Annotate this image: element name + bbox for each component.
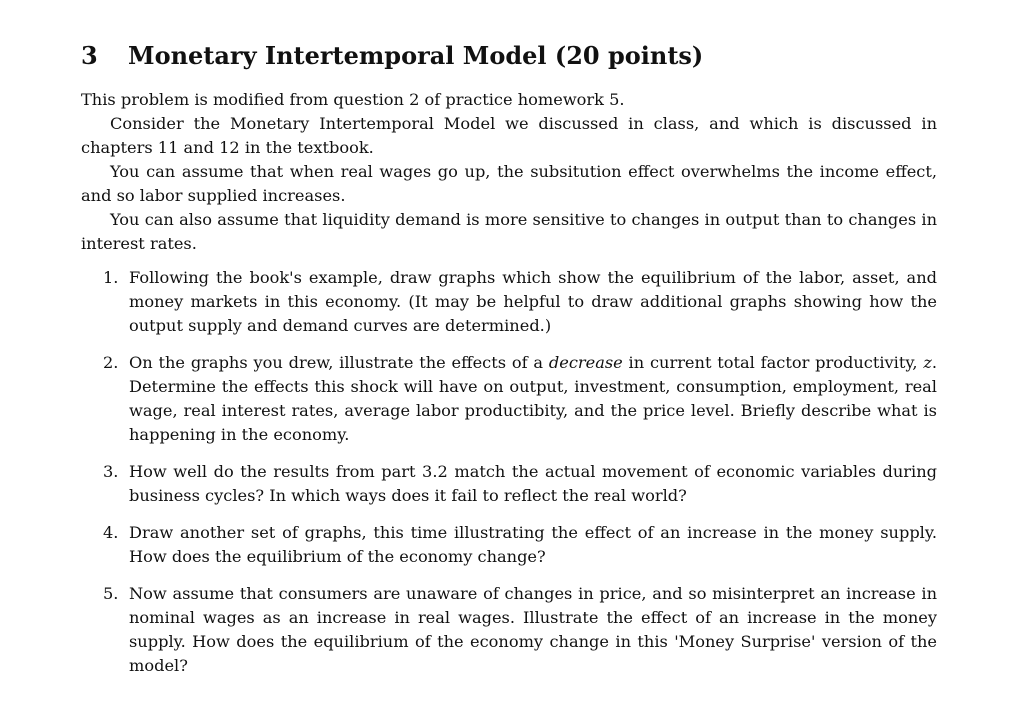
intro-paragraph: You can also assume that liquidity demand is more sensitive to changes in output than to changes in interest rates. (81, 210, 937, 253)
question-text-part: On the graphs you drew, illustrate the effects of a (129, 353, 549, 372)
section-number: 3 (81, 41, 98, 70)
question-number: 1. (103, 268, 119, 287)
question-text: Following the book's example, draw graphs which show the equilibrium of the labor, asset, and money markets in this economy. (It may be helpful to draw additional graphs showing how the output supply and demand curves are determined.) (129, 268, 937, 335)
document-page (81, 38, 937, 691)
intro-paragraph: Consider the Monetary Intertemporal Model we discussed in class, and which is discussed in chapters 11 and 12 in the textbook. (81, 114, 937, 157)
question-list (81, 266, 937, 678)
question-item (81, 460, 937, 508)
intro-paragraph: You can assume that when real wages go up, the subsitution effect overwhelms the income effect, and so labor supplied increases. (81, 162, 937, 205)
question-number: 5. (103, 584, 119, 603)
question-item (81, 521, 937, 569)
question-text-part: in current total factor productivity, (622, 353, 924, 372)
question-text: Now assume that consumers are unaware of changes in price, and so misinterpret an increase in nominal wages as an increase in real wages. Illustrate the effect of an increase in the money supply. How does the equilibrium of the economy change in this 'Money Surprise' version of the model? (129, 584, 937, 675)
question-item (81, 351, 937, 447)
question-item (81, 266, 937, 338)
question-text: How well do the results from part 3.2 match the actual movement of economic variables during business cycles? In which ways does it fail to reflect the real world? (129, 462, 937, 505)
section-title: Monetary Intertemporal Model (20 points) (128, 41, 704, 70)
question-number: 3. (103, 462, 119, 481)
intro-paragraph: This problem is modified from question 2 of practice homework 5. (81, 90, 625, 109)
question-item (81, 582, 937, 678)
variable-symbol: z (923, 353, 932, 372)
question-text-part: . Determine the effects this shock will have on output, investment, consumption, employment, real wage, real interest rates, average labor productibity, and the price level. Briefly describe what is happening in the economy. (129, 353, 937, 444)
question-text: Draw another set of graphs, this time illustrating the effect of an increase in the money supply. How does the equilibrium of the economy change? (129, 523, 937, 566)
question-number: 2. (103, 353, 119, 372)
question-number: 4. (103, 523, 119, 542)
section-heading (81, 38, 937, 74)
emphasized-word: decrease (548, 353, 623, 372)
